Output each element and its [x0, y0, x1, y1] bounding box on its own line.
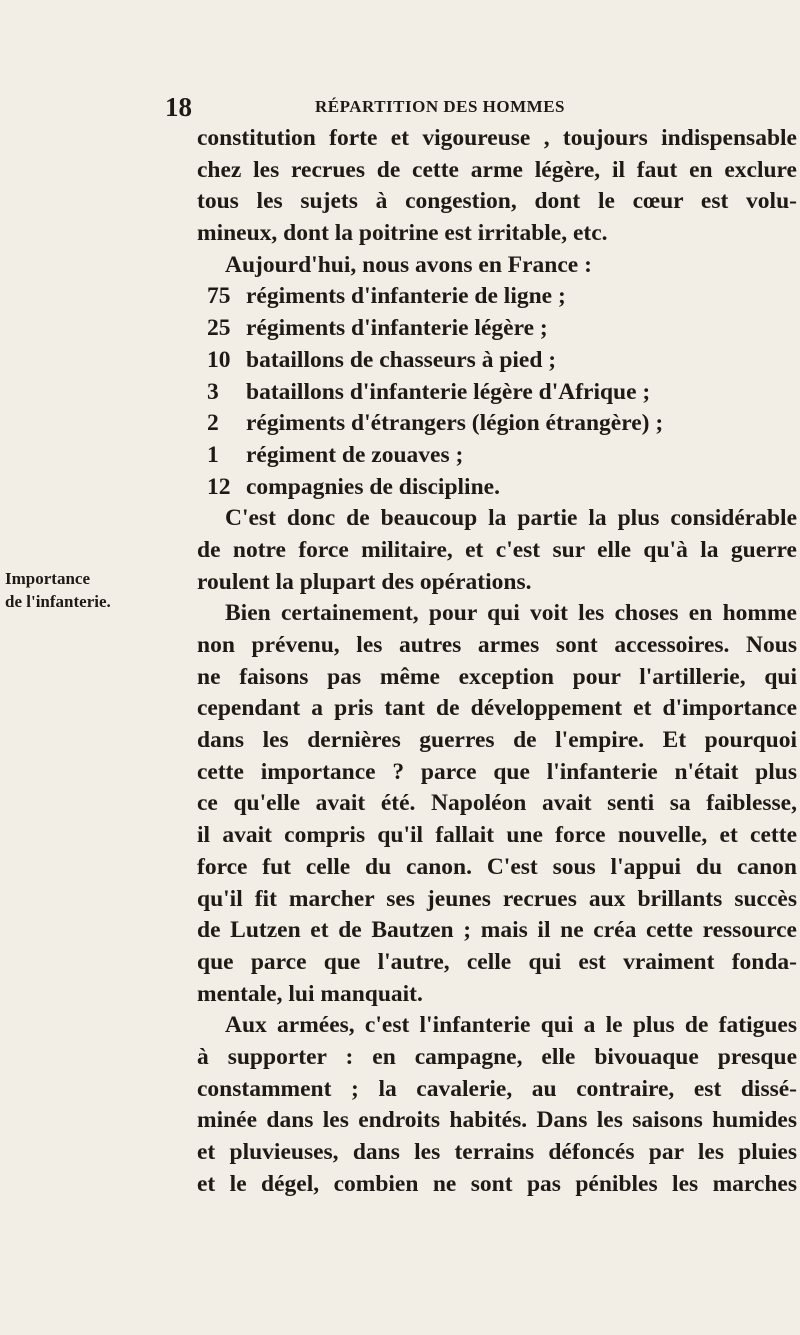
unit-list-item [197, 281, 797, 313]
text-line: dans les dernières guerres de l'empire. Et pourquoi [197, 727, 797, 754]
text-line: et pluvieuses, dans les terrains défoncés par les pluies [197, 1139, 797, 1165]
text-line: constitution forte et vigoureuse , toujours indispensable [197, 125, 797, 151]
text-line: roulent la plupart des opérations. [197, 568, 532, 595]
unit-label: régiments d'infanterie de ligne ; [246, 283, 566, 310]
unit-label: régiments d'infanterie légère ; [246, 315, 548, 342]
text-line: ne faisons pas même exception pour l'artillerie, qui [197, 663, 797, 690]
body-text [197, 123, 797, 1200]
text-line: à supporter : en campagne, elle bivouaque presque [197, 1043, 797, 1070]
text-line: C'est donc de beaucoup la partie la plus considérable [225, 505, 797, 532]
text-line: mineux, dont la poitrine est irritable, etc. [197, 220, 608, 247]
page-header [165, 91, 795, 123]
text-line: chez les recrues de cette arme légère, il faut en exclure [197, 156, 797, 183]
text-line: Aujourd'hui, nous avons en France : [225, 251, 592, 278]
text-line: cette importance ? parce que l'infanterie n'était plus [197, 758, 797, 785]
unit-count: 2 [207, 410, 219, 437]
text-line: mentale, lui manquait. [197, 980, 423, 1007]
unit-list-item [197, 472, 797, 504]
unit-count: 1 [207, 441, 219, 468]
running-title: RÉPARTITION DES HOMMES [315, 97, 566, 116]
unit-list-item [197, 345, 797, 377]
margin-note-line: Importance [5, 569, 90, 588]
text-line: qu'il fit marcher ses jeunes recrues aux brillants succès [197, 885, 797, 912]
unit-label: régiments d'étrangers (légion étrangère) ; [246, 410, 664, 437]
text-line: non prévenu, les autres armes sont accessoires. Nous [197, 632, 797, 658]
text-line: cependant a pris tant de développement et d'importance [197, 695, 797, 722]
unit-label: compagnies de discipline. [246, 473, 500, 500]
text-line: Aux armées, c'est l'infanterie qui a le plus de fatigues [225, 1012, 797, 1039]
unit-label: bataillons d'infanterie légère d'Afrique ; [246, 378, 651, 405]
unit-count: 75 [207, 283, 231, 310]
unit-count: 10 [207, 346, 231, 373]
text-line: et le dégel, combien ne sont pas pénibles les marches [197, 1170, 797, 1197]
unit-list-item [197, 440, 797, 472]
text-line: il avait compris qu'il fallait une force nouvelle, et cette [197, 822, 797, 849]
margin-note [5, 567, 195, 613]
text-line: tous les sujets à congestion, dont le cœur est volu- [197, 188, 797, 215]
text-line: ce qu'elle avait été. Napoléon avait senti sa faiblesse, [197, 790, 797, 817]
unit-list-item [197, 408, 797, 440]
unit-count: 3 [207, 378, 219, 405]
unit-label: bataillons de chasseurs à pied ; [246, 346, 557, 373]
unit-list-item [197, 313, 797, 345]
unit-label: régiment de zouaves ; [246, 441, 464, 468]
text-line: force fut celle du canon. C'est sous l'appui du canon [197, 853, 797, 880]
text-line: minée dans les endroits habités. Dans les saisons humides [197, 1107, 797, 1134]
text-line: que parce que l'autre, celle qui est vraiment fonda- [197, 948, 797, 975]
text-line: constamment ; la cavalerie, au contraire, est dissé- [197, 1075, 797, 1102]
margin-note-line: de l'infanterie. [5, 592, 111, 611]
text-line: Bien certainement, pour qui voit les choses en homme [225, 600, 797, 627]
text-line: de notre force militaire, et c'est sur elle qu'à la guerre [197, 536, 797, 563]
unit-list-item [197, 377, 797, 409]
text-line: de Lutzen et de Bautzen ; mais il ne créa cette ressource [197, 917, 797, 944]
unit-count: 25 [207, 315, 231, 342]
unit-count: 12 [207, 473, 231, 500]
page-number: 18 [165, 92, 192, 122]
